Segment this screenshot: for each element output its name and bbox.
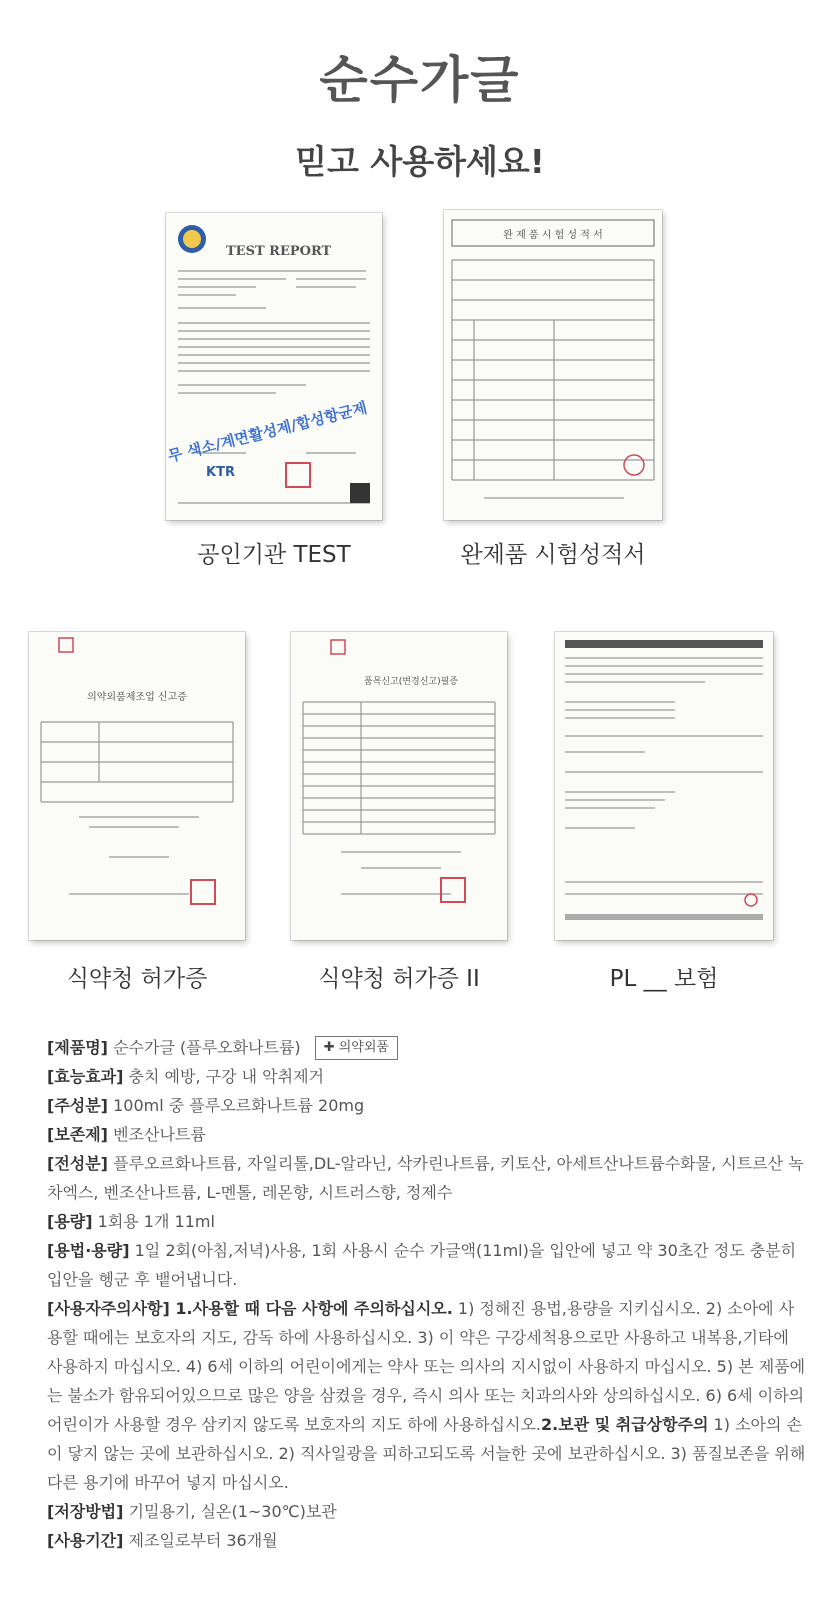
pl-insurance-document — [555, 632, 773, 940]
spec-label: [용량] — [47, 1212, 93, 1231]
caution-text-2: 1) 소아의 손이 닿지 않는 곳에 보관하십시오. 2) 직사일광을 피하고되도록 서늘한 곳에 보관하십시오. 3) 품질보존을 위해 다른 용기에 바꾸어 넣지 마십시오. — [47, 1415, 806, 1492]
spec-label: [보존제] — [47, 1125, 108, 1144]
product-test-graphic — [444, 210, 662, 520]
spec-value: 1회용 1개 11ml — [92, 1212, 215, 1231]
test-report-stamp-text: 무 색소/계면활성제/합성항균제 — [166, 398, 369, 466]
product-test-heading: 완 제 품 시 험 성 적 서 — [503, 230, 603, 241]
spec-value: 제조일로부터 36개월 — [123, 1531, 278, 1550]
license-document-1 — [29, 632, 245, 940]
page-title: 순수가글 — [319, 51, 521, 109]
spec-main-ingredient — [47, 1091, 807, 1120]
spec-cautions — [47, 1294, 807, 1497]
test-report-org: KTR — [206, 465, 235, 480]
test-report-heading: TEST REPORT — [226, 244, 332, 259]
spec-period — [47, 1526, 807, 1555]
spec-label: [제품명] — [47, 1038, 108, 1057]
spec-effect — [47, 1062, 807, 1091]
spec-label: [효능효과] — [47, 1067, 124, 1086]
license-2-heading: 품목신고(변경신고)필증 — [364, 677, 458, 687]
page-subtitle: 믿고 사용하세요! — [295, 142, 545, 181]
spec-preservative — [47, 1120, 807, 1149]
license-document-2 — [291, 632, 507, 940]
license-1-graphic — [29, 632, 245, 940]
spec-value: 1일 2회(아침,저녁)사용, 1회 사용시 순수 가글액(11ml)을 입안에 넣고 약 30초간 정도 충분히 입안을 헹군 후 뱉어냅니다. — [47, 1241, 797, 1289]
spec-value: 기밀용기, 실온(1~30℃)보관 — [123, 1502, 337, 1521]
caption-test-report: 공인기관 TEST — [197, 542, 351, 568]
spec-value: 100ml 중 플루오르화나트륨 20mg — [108, 1096, 365, 1115]
spec-label: [저장방법] — [47, 1502, 124, 1521]
product-test-document — [444, 210, 662, 520]
spec-all-ingredients — [47, 1149, 807, 1207]
spec-value: 충치 예방, 구강 내 악취제거 — [123, 1067, 324, 1086]
spec-value: 벤조산나트륨 — [108, 1125, 206, 1144]
caution-heading-1: 1.사용할 때 다음 사항에 주의하십시오. — [169, 1299, 453, 1318]
spec-usage — [47, 1236, 807, 1294]
caution-text-1: 1) 정해진 용법,용량을 지키십시오. 2) 소아에 사용할 때에는 보호자의 지도, 감독 하에 사용하십시오. 3) 이 약은 구강세척용으로만 사용하고 내복용,기타에 사용하지 마십시오. 4) 6세 이하의 어린이에게는 약사 또는 의사의 지시없이 사용하지 마십시오. 5) 본 제품에는 불소가 함유되어있으므로 많은 양을 삼켰을 경우, 즉시 의사 또는 치과의사와 상의하십시오. 6) 6세 이하의 어린이가 사용할 경우 삼키지 않도록 보호자의 지도 하에 사용하십시오. — [47, 1299, 806, 1434]
spec-label: [사용자주의사항] — [47, 1299, 170, 1318]
spec-label: [사용기간] — [47, 1531, 124, 1550]
spec-capacity — [47, 1207, 807, 1236]
caution-heading-2: 2.보관 및 취급상항주의 — [541, 1415, 709, 1434]
test-report-document — [166, 213, 382, 520]
test-report-graphic — [166, 213, 382, 520]
spec-storage — [47, 1497, 807, 1526]
quasi-drug-badge: ✚ 의약외품 — [315, 1036, 398, 1060]
product-spec — [47, 1033, 807, 1555]
spec-value: 순수가글 (플루오화나트륨) — [108, 1038, 301, 1057]
spec-value: 플루오르화나트륨, 자일리톨,DL-알라닌, 삭카린나트륨, 키토산, 아세트산나트륨수화물, 시트르산 녹차엑스, 벤조산나트륨, L-멘톨, 레몬향, 시트러스향, 정제수 — [47, 1154, 804, 1202]
caption-license-1: 식약청 허가증 — [66, 966, 208, 992]
caption-pl-insurance: PL __ 보험 — [609, 966, 719, 992]
spec-product-name — [47, 1033, 807, 1062]
spec-label: [용법·용량] — [47, 1241, 130, 1260]
license-2-graphic — [291, 632, 507, 940]
caption-license-2: 식약청 허가증 II — [318, 966, 480, 992]
spec-label: [주성분] — [47, 1096, 108, 1115]
spec-label: [전성분] — [47, 1154, 108, 1173]
pl-insurance-graphic — [555, 632, 773, 940]
license-1-heading: 의약외품제조업 신고증 — [87, 692, 187, 703]
caption-product-test: 완제품 시험성적서 — [460, 542, 646, 568]
